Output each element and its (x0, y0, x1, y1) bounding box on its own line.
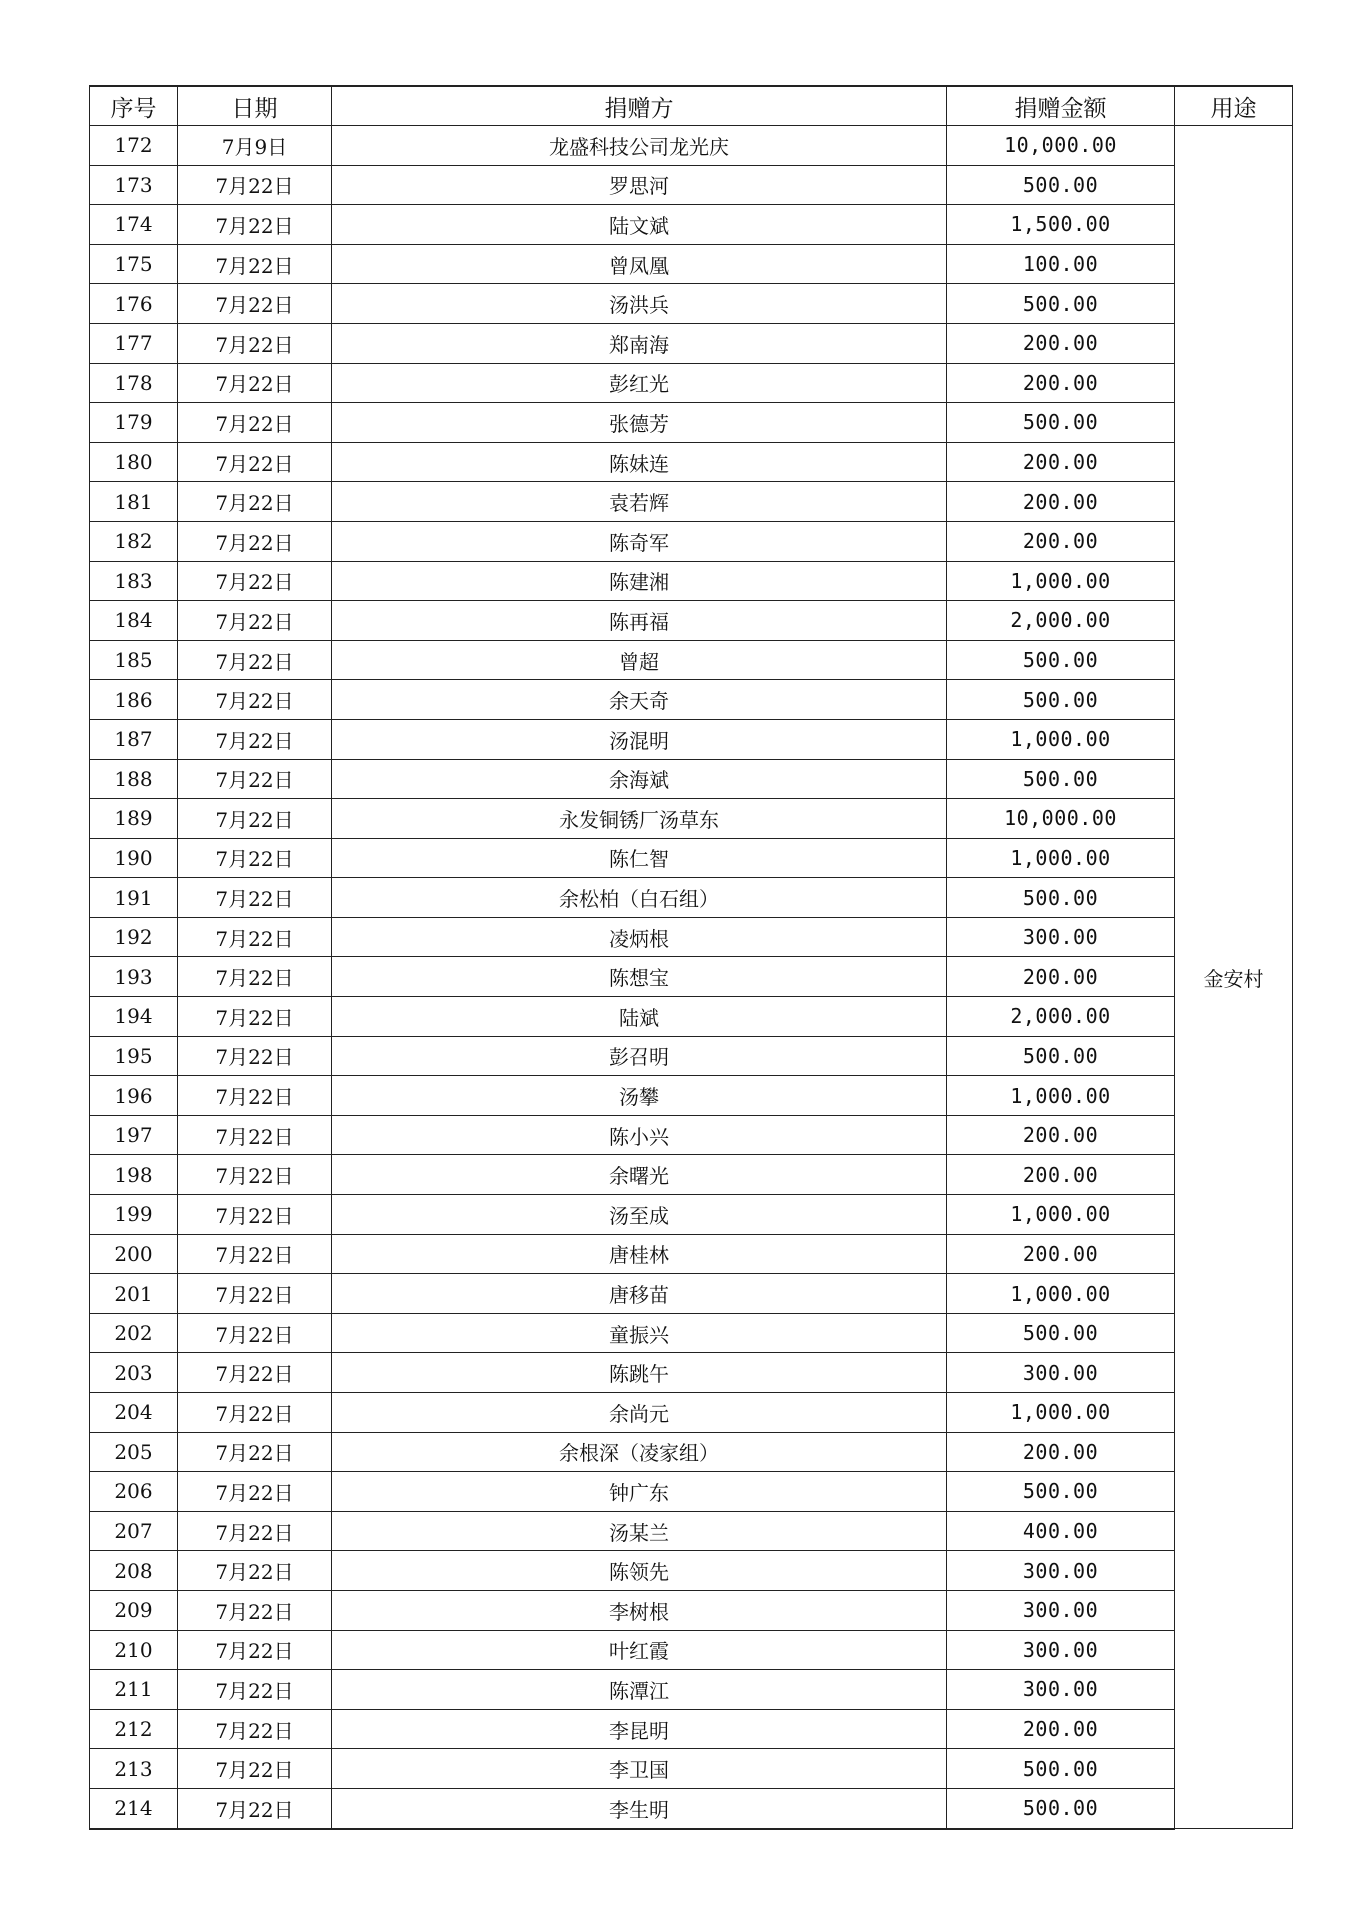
cell-donor: 永发铜锈厂汤草东 (332, 799, 947, 839)
cell-seq: 202 (90, 1313, 178, 1353)
cell-donor: 凌炳根 (332, 917, 947, 957)
cell-date: 7月22日 (178, 917, 332, 957)
cell-amount: 200.00 (947, 1234, 1175, 1274)
cell-date: 7月22日 (178, 1788, 332, 1828)
table-row (90, 363, 1293, 403)
cell-donor: 陆斌 (332, 997, 947, 1037)
cell-date: 7月22日 (178, 1749, 332, 1789)
cell-seq: 172 (90, 126, 178, 166)
table-row (90, 799, 1293, 839)
table-row (90, 1155, 1293, 1195)
table-row (90, 284, 1293, 324)
cell-amount: 300.00 (947, 1551, 1175, 1591)
cell-date: 7月22日 (178, 1195, 332, 1235)
cell-donor: 袁若辉 (332, 482, 947, 522)
table-row (90, 1353, 1293, 1393)
header-seq: 序号 (90, 86, 178, 126)
table-row (90, 1313, 1293, 1353)
cell-amount: 500.00 (947, 1036, 1175, 1076)
cell-date: 7月22日 (178, 878, 332, 918)
cell-donor: 余根深（凌家组） (332, 1432, 947, 1472)
cell-amount: 300.00 (947, 1590, 1175, 1630)
cell-date: 7月22日 (178, 1709, 332, 1749)
cell-amount: 400.00 (947, 1511, 1175, 1551)
table-row (90, 1788, 1293, 1828)
cell-donor: 陈潭江 (332, 1670, 947, 1710)
cell-date: 7月22日 (178, 1076, 332, 1116)
cell-seq: 197 (90, 1115, 178, 1155)
cell-date: 7月22日 (178, 1630, 332, 1670)
cell-seq: 188 (90, 759, 178, 799)
cell-amount: 100.00 (947, 244, 1175, 284)
cell-seq: 173 (90, 165, 178, 205)
cell-donor: 余天奇 (332, 680, 947, 720)
table-header-row (90, 86, 1293, 126)
cell-amount: 300.00 (947, 1353, 1175, 1393)
cell-seq: 176 (90, 284, 178, 324)
cell-seq: 196 (90, 1076, 178, 1116)
table-row (90, 1670, 1293, 1710)
cell-amount: 500.00 (947, 1313, 1175, 1353)
cell-amount: 500.00 (947, 640, 1175, 680)
cell-amount: 200.00 (947, 957, 1175, 997)
cell-usage: 金安村 (1175, 126, 1293, 1829)
cell-date: 7月22日 (178, 363, 332, 403)
cell-donor: 陈想宝 (332, 957, 947, 997)
cell-amount: 2,000.00 (947, 601, 1175, 641)
cell-amount: 500.00 (947, 1788, 1175, 1828)
table-row (90, 205, 1293, 245)
cell-seq: 213 (90, 1749, 178, 1789)
cell-donor: 余松柏（白石组） (332, 878, 947, 918)
cell-date: 7月22日 (178, 1234, 332, 1274)
cell-amount: 200.00 (947, 363, 1175, 403)
cell-date: 7月22日 (178, 165, 332, 205)
cell-amount: 500.00 (947, 165, 1175, 205)
header-donor: 捐赠方 (332, 86, 947, 126)
cell-seq: 182 (90, 521, 178, 561)
cell-amount: 1,000.00 (947, 1393, 1175, 1433)
cell-date: 7月22日 (178, 799, 332, 839)
cell-seq: 179 (90, 403, 178, 443)
cell-date: 7月22日 (178, 957, 332, 997)
cell-amount: 500.00 (947, 759, 1175, 799)
cell-amount: 300.00 (947, 1630, 1175, 1670)
cell-amount: 1,000.00 (947, 719, 1175, 759)
header-usage: 用途 (1175, 86, 1293, 126)
table-row (90, 1630, 1293, 1670)
cell-donor: 陈建湘 (332, 561, 947, 601)
cell-donor: 余海斌 (332, 759, 947, 799)
cell-seq: 186 (90, 680, 178, 720)
cell-donor: 钟广东 (332, 1472, 947, 1512)
table-row (90, 1432, 1293, 1472)
cell-donor: 曾超 (332, 640, 947, 680)
cell-date: 7月22日 (178, 482, 332, 522)
cell-seq: 195 (90, 1036, 178, 1076)
table-row (90, 878, 1293, 918)
cell-amount: 300.00 (947, 1670, 1175, 1710)
cell-date: 7月22日 (178, 1472, 332, 1512)
cell-amount: 500.00 (947, 1749, 1175, 1789)
cell-amount: 200.00 (947, 1115, 1175, 1155)
table-row (90, 1274, 1293, 1314)
cell-donor: 彭召明 (332, 1036, 947, 1076)
cell-donor: 罗思河 (332, 165, 947, 205)
table-row (90, 561, 1293, 601)
cell-seq: 194 (90, 997, 178, 1037)
cell-date: 7月22日 (178, 1590, 332, 1630)
cell-seq: 200 (90, 1234, 178, 1274)
cell-seq: 206 (90, 1472, 178, 1512)
table-row (90, 1551, 1293, 1591)
cell-date: 7月22日 (178, 323, 332, 363)
cell-seq: 208 (90, 1551, 178, 1591)
cell-donor: 余曙光 (332, 1155, 947, 1195)
cell-donor: 李生明 (332, 1788, 947, 1828)
cell-seq: 198 (90, 1155, 178, 1195)
cell-seq: 191 (90, 878, 178, 918)
cell-amount: 500.00 (947, 403, 1175, 443)
cell-date: 7月22日 (178, 442, 332, 482)
donation-table (89, 85, 1293, 1830)
cell-date: 7月22日 (178, 1274, 332, 1314)
cell-date: 7月22日 (178, 1551, 332, 1591)
table-body (90, 126, 1293, 1829)
cell-donor: 陈小兴 (332, 1115, 947, 1155)
cell-donor: 余尚元 (332, 1393, 947, 1433)
cell-seq: 174 (90, 205, 178, 245)
cell-seq: 204 (90, 1393, 178, 1433)
cell-amount: 2,000.00 (947, 997, 1175, 1037)
table-row (90, 680, 1293, 720)
table-row (90, 759, 1293, 799)
cell-donor: 陈奇军 (332, 521, 947, 561)
cell-donor: 曾凤凰 (332, 244, 947, 284)
table-row (90, 482, 1293, 522)
cell-seq: 178 (90, 363, 178, 403)
cell-date: 7月22日 (178, 284, 332, 324)
cell-date: 7月22日 (178, 521, 332, 561)
cell-amount: 200.00 (947, 521, 1175, 561)
cell-date: 7月22日 (178, 205, 332, 245)
cell-seq: 209 (90, 1590, 178, 1630)
table-row (90, 323, 1293, 363)
cell-amount: 200.00 (947, 1709, 1175, 1749)
table-row (90, 719, 1293, 759)
cell-donor: 陈跳午 (332, 1353, 947, 1393)
cell-date: 7月22日 (178, 1115, 332, 1155)
cell-date: 7月22日 (178, 1313, 332, 1353)
cell-donor: 汤攀 (332, 1076, 947, 1116)
cell-amount: 1,000.00 (947, 561, 1175, 601)
cell-date: 7月22日 (178, 1432, 332, 1472)
cell-seq: 181 (90, 482, 178, 522)
cell-seq: 212 (90, 1709, 178, 1749)
cell-seq: 183 (90, 561, 178, 601)
cell-seq: 177 (90, 323, 178, 363)
table-row (90, 1036, 1293, 1076)
table-row (90, 917, 1293, 957)
cell-date: 7月9日 (178, 126, 332, 166)
cell-date: 7月22日 (178, 1393, 332, 1433)
table-row (90, 1393, 1293, 1433)
table-row (90, 957, 1293, 997)
cell-date: 7月22日 (178, 1353, 332, 1393)
cell-donor: 陈领先 (332, 1551, 947, 1591)
table-row (90, 126, 1293, 166)
cell-amount: 1,000.00 (947, 1076, 1175, 1116)
cell-donor: 陈再福 (332, 601, 947, 641)
cell-donor: 唐桂林 (332, 1234, 947, 1274)
cell-date: 7月22日 (178, 1155, 332, 1195)
cell-amount: 300.00 (947, 917, 1175, 957)
table-row (90, 997, 1293, 1037)
cell-date: 7月22日 (178, 838, 332, 878)
cell-donor: 李树根 (332, 1590, 947, 1630)
cell-donor: 汤洪兵 (332, 284, 947, 324)
cell-seq: 199 (90, 1195, 178, 1235)
cell-donor: 汤混明 (332, 719, 947, 759)
cell-date: 7月22日 (178, 640, 332, 680)
cell-donor: 李昆明 (332, 1709, 947, 1749)
table-row (90, 1749, 1293, 1789)
cell-seq: 185 (90, 640, 178, 680)
cell-date: 7月22日 (178, 759, 332, 799)
cell-seq: 189 (90, 799, 178, 839)
cell-seq: 203 (90, 1353, 178, 1393)
table-row (90, 165, 1293, 205)
table-row (90, 403, 1293, 443)
cell-donor: 童振兴 (332, 1313, 947, 1353)
cell-amount: 1,000.00 (947, 838, 1175, 878)
cell-seq: 214 (90, 1788, 178, 1828)
table-row (90, 640, 1293, 680)
cell-donor: 陆文斌 (332, 205, 947, 245)
cell-donor: 李卫国 (332, 1749, 947, 1789)
header-date: 日期 (178, 86, 332, 126)
cell-amount: 500.00 (947, 284, 1175, 324)
cell-donor: 龙盛科技公司龙光庆 (332, 126, 947, 166)
cell-amount: 200.00 (947, 1432, 1175, 1472)
cell-amount: 200.00 (947, 442, 1175, 482)
table-row (90, 244, 1293, 284)
cell-date: 7月22日 (178, 561, 332, 601)
cell-amount: 10,000.00 (947, 799, 1175, 839)
cell-date: 7月22日 (178, 244, 332, 284)
cell-date: 7月22日 (178, 1511, 332, 1551)
cell-amount: 500.00 (947, 680, 1175, 720)
cell-amount: 1,000.00 (947, 1274, 1175, 1314)
cell-seq: 210 (90, 1630, 178, 1670)
table-row (90, 1234, 1293, 1274)
table-row (90, 442, 1293, 482)
cell-donor: 陈妹连 (332, 442, 947, 482)
table-row (90, 601, 1293, 641)
cell-donor: 唐移苗 (332, 1274, 947, 1314)
cell-donor: 汤至成 (332, 1195, 947, 1235)
cell-seq: 190 (90, 838, 178, 878)
table-row (90, 1115, 1293, 1155)
cell-date: 7月22日 (178, 680, 332, 720)
cell-amount: 1,500.00 (947, 205, 1175, 245)
header-amount: 捐赠金额 (947, 86, 1175, 126)
table-row (90, 1472, 1293, 1512)
table-row (90, 1590, 1293, 1630)
cell-date: 7月22日 (178, 1670, 332, 1710)
cell-date: 7月22日 (178, 1036, 332, 1076)
table-row (90, 838, 1293, 878)
cell-seq: 184 (90, 601, 178, 641)
cell-seq: 175 (90, 244, 178, 284)
cell-date: 7月22日 (178, 997, 332, 1037)
cell-donor: 叶红霞 (332, 1630, 947, 1670)
cell-seq: 192 (90, 917, 178, 957)
cell-donor: 郑南海 (332, 323, 947, 363)
cell-donor: 张德芳 (332, 403, 947, 443)
cell-seq: 207 (90, 1511, 178, 1551)
cell-amount: 200.00 (947, 1155, 1175, 1195)
table-row (90, 1709, 1293, 1749)
cell-amount: 500.00 (947, 1472, 1175, 1512)
cell-amount: 200.00 (947, 323, 1175, 363)
cell-donor: 彭红光 (332, 363, 947, 403)
cell-seq: 205 (90, 1432, 178, 1472)
cell-amount: 200.00 (947, 482, 1175, 522)
cell-date: 7月22日 (178, 719, 332, 759)
table-row (90, 1511, 1293, 1551)
cell-donor: 陈仁智 (332, 838, 947, 878)
cell-seq: 187 (90, 719, 178, 759)
cell-date: 7月22日 (178, 403, 332, 443)
cell-seq: 201 (90, 1274, 178, 1314)
cell-seq: 193 (90, 957, 178, 997)
table-row (90, 1076, 1293, 1116)
cell-seq: 211 (90, 1670, 178, 1710)
cell-amount: 1,000.00 (947, 1195, 1175, 1235)
cell-amount: 10,000.00 (947, 126, 1175, 166)
cell-donor: 汤某兰 (332, 1511, 947, 1551)
table-row (90, 1195, 1293, 1235)
cell-amount: 500.00 (947, 878, 1175, 918)
cell-seq: 180 (90, 442, 178, 482)
cell-date: 7月22日 (178, 601, 332, 641)
table-row (90, 521, 1293, 561)
